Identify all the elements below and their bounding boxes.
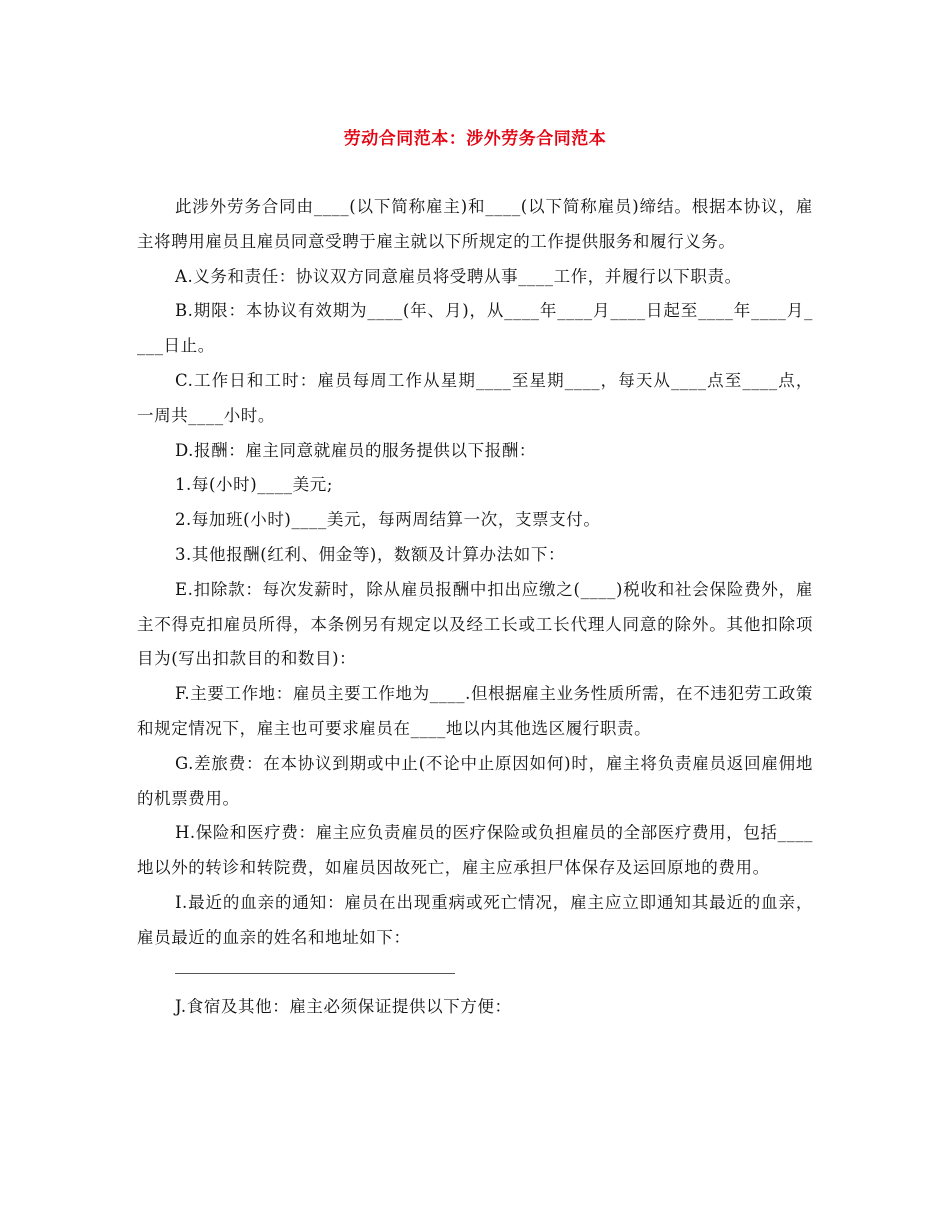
paragraph-d3-other-pay: 3.其他报酬(红利、佣金等)，数额及计算办法如下： [174,544,566,564]
document-title: 劳动合同范本：涉外劳务合同范本 [343,129,607,149]
paragraph-intro: 此涉外劳务合同由____(以下简称雇主)和____(以下简称雇员)缔结。根据本协议，雇主将聘用雇员且雇员同意受聘于雇主就以下所规定的工作提供服务和履行义务。 [137,197,813,251]
paragraph-h-insurance: H.保险和医疗费：雇主应负责雇员的医疗保险或负担雇员的全部医疗费用，包括____地以外的转诊和转院费，如雇员因故死亡，雇主应承担尸体保存及运回原地的费用。 [137,823,813,878]
paragraph-d2-overtime: 2.每加班(小时)____美元，每两周结算一次，支票支付。 [174,510,601,530]
paragraph-b-term: B.期限：本协议有效期为____(年、月)，从____年____月____日起至____年____月____日止。 [137,301,813,356]
document-body [137,190,813,1025]
paragraph-g-travel: G.差旅费：在本协议到期或中止(不论中止原因如何)时，雇主将负责雇员返回雇佣地的机票费用。 [137,753,813,808]
paragraph-f-workplace: F.主要工作地：雇员主要工作地为____.但根据雇主业务性质所需，在不违犯劳工政策和规定情况下，雇主也可要求雇员在____地以内其他选区履行职责。 [137,684,813,738]
paragraph-d-pay: D.报酬：雇主同意就雇员的服务提供以下报酬： [174,440,537,460]
paragraph-i-next-of-kin: I.最近的血亲的通知：雇员在出现重病或死亡情况，雇主应立即通知其最近的血亲，雇员最近的血亲的姓名和地址如下： [137,892,813,947]
paragraph-a-duties: A.义务和责任：协议双方同意雇员将受聘从事____工作，并履行以下职责。 [174,266,742,286]
paragraph-e-deductions: E.扣除款：每次发薪时，除从雇员报酬中扣出应缴之(____)税收和社会保险费外，雇主不得克扣雇员所得，本条例另有规定以及经工长或工长代理人同意的除外。其他扣除项目为(写出扣款目的和数目)： [137,579,813,669]
blank-underline [175,973,455,974]
paragraph-j-lodging: J.食宿及其他：雇主必须保证提供以下方便： [174,997,512,1017]
paragraph-d1-hourly: 1.每(小时)____美元; [174,475,334,495]
paragraph-c-hours: C.工作日和工时：雇员每周工作从星期____至星期____，每天从____点至____点，一周共____小时。 [137,370,813,425]
next-of-kin-blank-line [137,956,813,991]
